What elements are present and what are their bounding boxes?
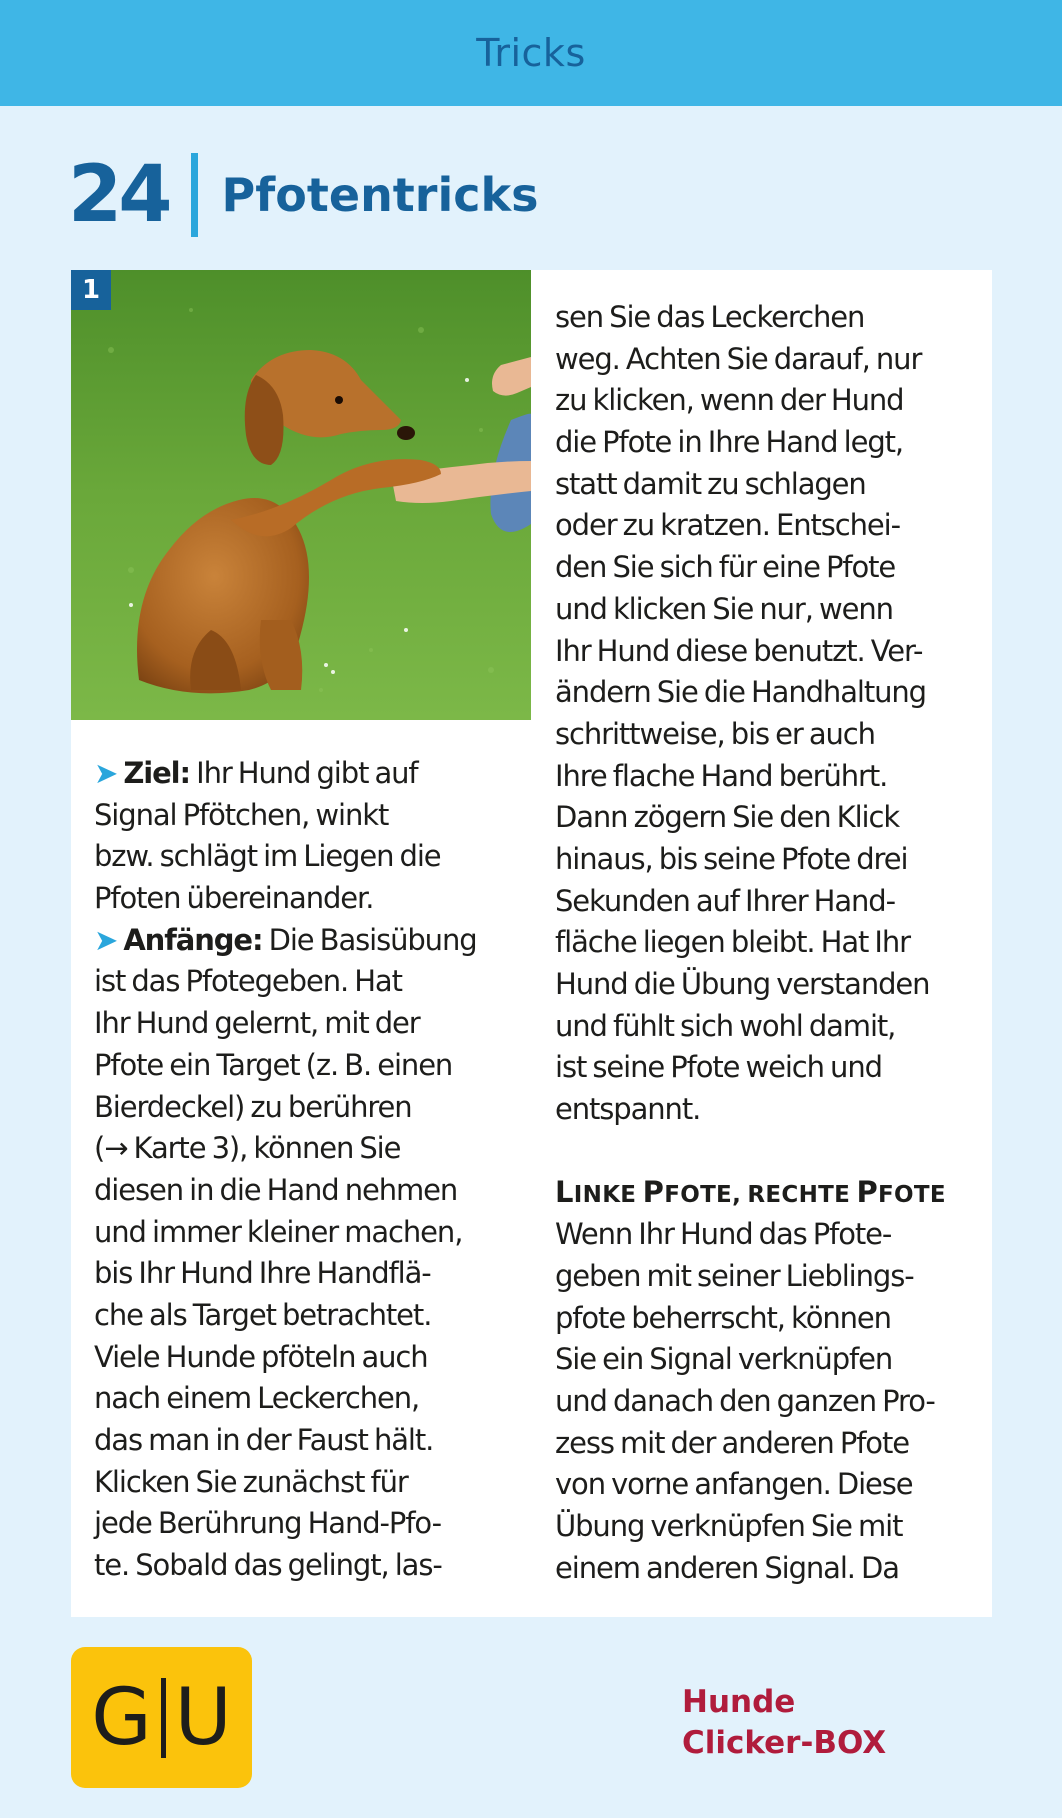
logo-separator — [161, 1678, 166, 1758]
text-line: und danach den ganzen Pro- — [555, 1383, 935, 1418]
dog-photo — [71, 270, 531, 720]
text-line: ändern Sie die Handhaltung — [555, 675, 926, 710]
text-line: Wenn Ihr Hund das Pfote- — [555, 1217, 892, 1252]
card-number: 24 — [68, 150, 169, 240]
text-line: oder zu kratzen. Entschei- — [555, 508, 900, 543]
text-line: schrittweise, bis er auch — [555, 716, 875, 751]
card-reference: (→ Karte 3), können Sie — [94, 1131, 401, 1166]
product-brand — [682, 1682, 886, 1764]
text-line: weg. Achten Sie darauf, nur — [555, 341, 922, 376]
text-line: den Sie sich für eine Pfote — [555, 550, 896, 585]
header-divider — [191, 153, 198, 237]
text-line: te. Sobald das gelingt, las- — [94, 1548, 442, 1583]
text-line: ➤ Ziel: Ihr Hund gibt auf — [94, 756, 418, 790]
beginnings-label: Anfänge: — [123, 922, 263, 957]
text-line: Ihr Hund gelernt, mit der — [94, 1006, 420, 1041]
text-line: diesen in die Hand nehmen — [94, 1172, 458, 1207]
text-column-left — [94, 753, 514, 1587]
gu-publisher-logo — [71, 1647, 252, 1788]
text-line: Pfote ein Target (z. B. einen — [94, 1047, 453, 1082]
text-line: fläche liegen bleibt. Hat Ihr — [555, 925, 910, 960]
photo-number-badge: 1 — [71, 270, 111, 310]
text-line: zess mit der anderen Pfote — [555, 1425, 909, 1460]
text-line: die Pfote in Ihre Hand legt, — [555, 425, 904, 460]
text-line: nach einem Leckerchen, — [94, 1381, 420, 1416]
text-line: jede Berührung Hand-Pfo- — [94, 1506, 441, 1541]
text-line: das man in der Faust hält. — [94, 1423, 434, 1457]
text-line: Sie ein Signal verknüpfen — [555, 1342, 893, 1377]
dog-photo-illustration — [71, 270, 531, 720]
text-line: entspannt. — [555, 1092, 701, 1127]
text-line: Sekunden auf Ihrer Hand- — [555, 883, 895, 918]
text-line: statt damit zu schlagen — [555, 466, 866, 501]
text-line: ist seine Pfote weich und — [555, 1050, 882, 1085]
text-line: Signal Pfötchen, winkt — [94, 797, 389, 832]
text-line: Ihre flache Hand berührt. — [555, 758, 888, 793]
text-column-right — [555, 297, 985, 1589]
text-line: sen Sie das Leckerchen — [555, 300, 865, 334]
text-line: bis Ihr Hund Ihre Handflä- — [94, 1256, 431, 1291]
text-line: pfote beherrscht, können — [555, 1300, 891, 1335]
text-line: Ihr Hund diese benutzt. Ver- — [555, 633, 923, 668]
card-title: Pfotentricks — [221, 168, 539, 222]
text-line: Pfoten übereinander. — [94, 881, 374, 916]
text-line: Bierdeckel) zu berühren — [94, 1089, 412, 1124]
brand-line-1: Hunde — [682, 1684, 796, 1720]
text-line: Übung verknüpfen Sie mit — [555, 1508, 903, 1543]
text-line: zu klicken, wenn der Hund — [555, 383, 904, 418]
logo-letter-g: G — [91, 1672, 152, 1763]
text-line: und fühlt sich wohl damit, — [555, 1008, 896, 1043]
card-header — [68, 150, 539, 240]
subheading-left-right-paw: LINKE PFOTE, RECHTE PFOTE — [555, 1175, 946, 1210]
section-header-bar — [0, 0, 1062, 106]
text-line: che als Target betrachtet. — [94, 1297, 432, 1332]
text-line: einem anderen Signal. Da — [555, 1550, 899, 1585]
bullet-arrow-icon: ➤ — [94, 922, 118, 957]
text-line: Hund die Übung verstanden — [555, 967, 930, 1001]
brand-line-2: Clicker-BOX — [682, 1725, 887, 1761]
text-line: bzw. schlägt im Liegen die — [94, 839, 441, 874]
text-line: hinaus, bis seine Pfote drei — [555, 841, 908, 876]
text-line: Dann zögern Sie den Klick — [555, 800, 900, 835]
text-line: Klicken Sie zunächst für — [94, 1464, 408, 1499]
text-line: und klicken Sie nur, wenn — [555, 591, 893, 626]
bullet-arrow-icon: ➤ — [94, 756, 118, 790]
text-line: ➤ Anfänge: Die Basisübung — [94, 922, 477, 957]
logo-letter-u: U — [174, 1672, 232, 1763]
goal-label: Ziel: — [123, 756, 191, 790]
text-line: und immer kleiner machen, — [94, 1214, 463, 1249]
paragraph-spacer — [555, 1131, 985, 1173]
section-title: Tricks — [476, 31, 586, 75]
text-line: ist das Pfotegeben. Hat — [94, 964, 402, 999]
text-line: geben mit seiner Lieblings- — [555, 1258, 914, 1293]
text-line: von vorne anfangen. Diese — [555, 1467, 913, 1502]
text-line: Viele Hunde pföteln auch — [94, 1339, 428, 1374]
